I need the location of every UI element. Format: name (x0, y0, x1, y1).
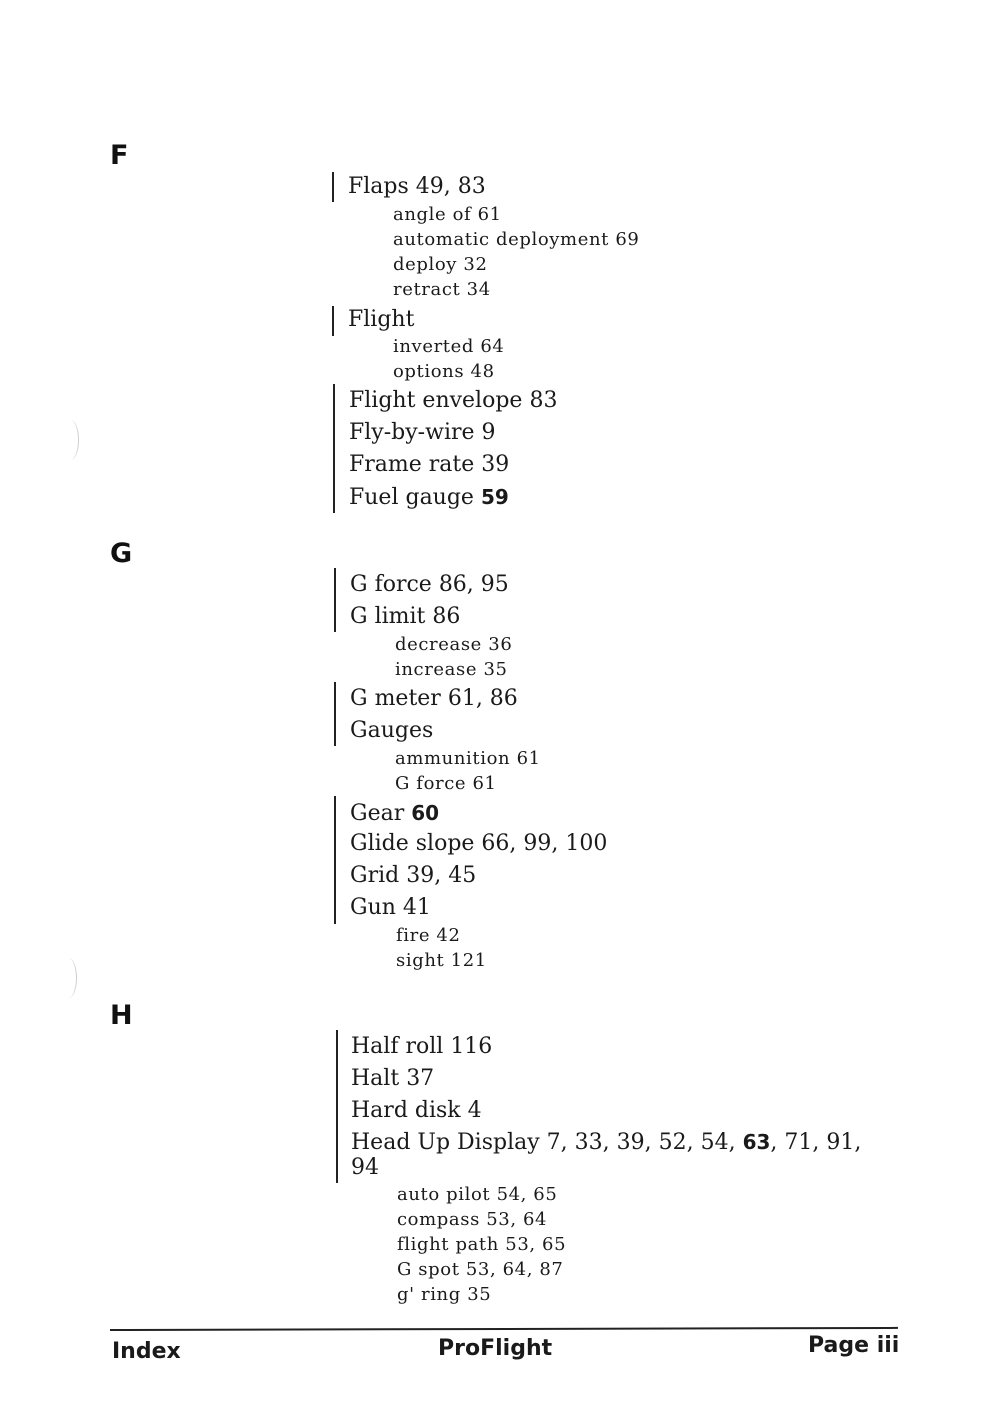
index-entry-halt: Halt 37 (351, 1066, 435, 1091)
index-subentry: deploy 32 (393, 254, 488, 275)
change-bar (334, 682, 336, 746)
change-bar (334, 796, 336, 924)
index-subentry: automatic deployment 69 (393, 229, 640, 250)
footer-title: ProFlight (438, 1336, 553, 1361)
change-bar (332, 172, 334, 202)
index-entry-flight (348, 307, 414, 333)
change-bar (336, 1030, 338, 1183)
index-subentry: angle of 61 (393, 204, 502, 225)
index-entry-fly-by-wire: Fly-by-wire 9 (349, 420, 496, 445)
index-entry-half-roll: Half roll 116 (351, 1034, 493, 1059)
index-subentry: options 48 (393, 361, 495, 382)
bold-page-ref: 59 (480, 485, 509, 509)
section-letter-f: F (110, 140, 129, 171)
index-entry-g-force: G force 86, 95 (350, 572, 509, 597)
index-subentry: increase 35 (395, 659, 508, 680)
change-bar (333, 384, 335, 513)
entry-term: Flight (348, 307, 415, 332)
entry-term: Flaps (348, 174, 409, 199)
index-subentry: auto pilot 54, 65 (397, 1184, 558, 1205)
index-subentry: ammunition 61 (395, 748, 541, 769)
index-entry-flaps (348, 174, 486, 200)
index-entry-gear: Gear 60 (350, 801, 440, 826)
change-bar (332, 306, 334, 336)
index-entry-grid: Grid 39, 45 (350, 863, 477, 888)
bold-page-ref: 63 (742, 1130, 771, 1154)
index-subentry: fire 42 (396, 925, 461, 946)
index-subentry: G spot 53, 64, 87 (397, 1259, 564, 1280)
scan-binder-mark (62, 420, 79, 460)
index-entry-glide-slope: Glide slope 66, 99, 100 (350, 831, 608, 856)
index-entry-fuel-gauge: Fuel gauge 59 (349, 485, 509, 510)
index-subentry: flight path 53, 65 (397, 1234, 567, 1255)
index-entry-g-limit: G limit 86 (350, 604, 461, 629)
index-subentry: inverted 64 (393, 336, 505, 357)
footer-section-label: Index (112, 1339, 181, 1364)
footer-page-number: Page iii (808, 1333, 900, 1358)
index-entry-flight-envelope: Flight envelope 83 (349, 388, 558, 413)
section-letter-g: G (110, 538, 133, 569)
footer-rule (110, 1327, 898, 1331)
change-bar (334, 568, 336, 632)
index-subentry: compass 53, 64 (397, 1209, 548, 1230)
index-subentry: retract 34 (393, 279, 491, 300)
index-subentry: sight 121 (396, 950, 487, 971)
index-entry-hard-disk: Hard disk 4 (351, 1098, 482, 1123)
index-entry-frame-rate: Frame rate 39 (349, 452, 510, 477)
index-subentry: G force 61 (395, 773, 497, 794)
bold-page-ref: 60 (411, 801, 440, 825)
index-entry-gun: Gun 41 (350, 895, 431, 920)
index-subentry: decrease 36 (395, 634, 513, 655)
section-letter-h: H (110, 1000, 133, 1031)
index-entry-gauges: Gauges (350, 718, 434, 743)
index-entry-g-meter: G meter 61, 86 (350, 686, 518, 711)
entry-pages: 49, 83 (415, 174, 486, 199)
index-entry-head-up-display: Head Up Display 7, 33, 39, 52, 54, 63, 71, 91, 94 (351, 1130, 862, 1180)
scan-binder-mark (60, 958, 77, 998)
index-subentry: g' ring 35 (397, 1284, 492, 1305)
